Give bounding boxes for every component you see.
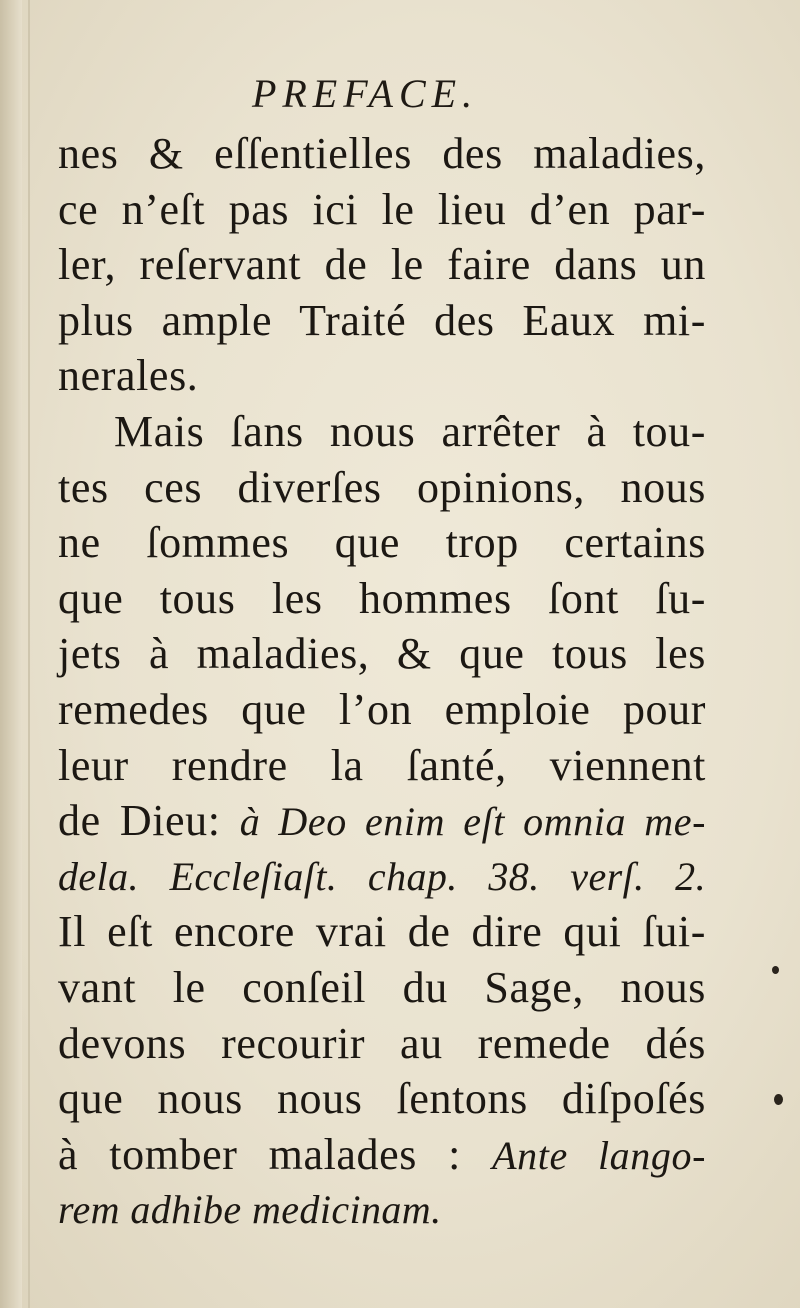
text-line-18: que nous nous ſentons diſpoſés [58,1074,706,1124]
text-line-1: nes & eſſentielles des maladies, [58,129,706,178]
text-line-5: nerales. [58,351,199,401]
text-line-10: jets à maladies, & que tous les [58,629,706,679]
text-line-6: Mais ſans nous arrêter à tou- [114,406,706,456]
text-line-15: Il eſt encore vrai de dire qui ſui- [58,907,706,957]
text-line-11: remedes que l’on emploie pour [58,684,706,734]
text-line-7: tes ces diverſes opinions, nous [58,462,706,512]
ink-speck [774,1094,783,1105]
body-text [58,126,706,1238]
text-line-9: que tous les hommes ſont ſu- [58,573,706,623]
text-line-20: rem adhibe medicinam. [58,1187,442,1233]
text-line-19-italic: Ante lango- [492,1132,706,1178]
text-line-13-roman: de Dieu: [58,796,240,846]
text-line-8: ne ſommes que trop certains [58,518,706,568]
text-line-13 [58,793,706,849]
text-line-19 [58,1127,706,1183]
running-head: PREFACE. [251,71,479,116]
page-gutter [0,0,22,1308]
text-line-13-italic: à Deo enim eſt omnia me- [239,799,706,845]
text-line-17: devons recourir au remede dés [58,1018,706,1068]
text-line-16: vant le conſeil du Sage, nous [58,962,706,1012]
text-line-19-roman: à tomber malades : [58,1129,493,1179]
text-line-12: leur rendre la ſanté, viennent [58,740,706,790]
text-line-14: dela. Eccleſiaſt. chap. 38. verſ. 2. [58,853,706,899]
text-line-4: plus ample Traité des Eaux mi- [58,295,706,345]
text-line-2: ce n’eſt pas ici le lieu d’en par- [58,184,706,234]
text-line-3: ler, reſervant de le faire dans un [58,240,706,290]
gutter-edge [28,0,30,1308]
ink-speck [772,966,779,974]
